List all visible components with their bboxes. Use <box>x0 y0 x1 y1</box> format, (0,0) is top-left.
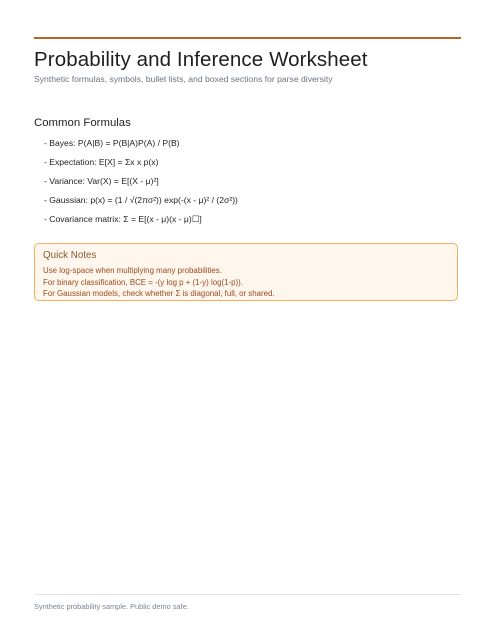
page-subtitle: Synthetic formulas, symbols, bullet lists, and boxed sections for parse diversity <box>34 74 333 84</box>
footer-text: Synthetic probability sample. Public demo safe. <box>34 602 189 611</box>
note-log-space: Use log-space when multiplying many probabilities. <box>43 266 222 275</box>
formula-gaussian: - Gaussian: p(x) = (1 / √(2πσ²)) exp(-(x - μ)² / (2σ²)) <box>44 195 238 205</box>
formula-list <box>44 137 238 232</box>
formula-expectation: - Expectation: E[X] = Σx x p(x) <box>44 157 159 167</box>
quick-notes-list <box>43 265 275 300</box>
formula-covariance: - Covariance matrix: Σ = E[(x - μ)(x - μ)☐] <box>44 214 202 224</box>
header-rule <box>34 37 461 39</box>
note-bce: For binary classification, BCE = -(y log p + (1-y) log(1-p)). <box>43 277 243 287</box>
footer-rule <box>34 594 461 595</box>
quick-notes-heading: Quick Notes <box>43 250 97 261</box>
quick-notes-box <box>34 243 458 301</box>
common-formulas-heading: Common Formulas <box>34 117 131 129</box>
page-title: Probability and Inference Worksheet <box>34 48 368 71</box>
formula-variance: - Variance: Var(X) = E[(X - μ)²] <box>44 176 159 186</box>
note-gaussian-sigma: For Gaussian models, check whether Σ is diagonal, full, or shared. <box>43 289 275 298</box>
formula-bayes: - Bayes: P(A|B) = P(B|A)P(A) / P(B) <box>44 138 180 148</box>
